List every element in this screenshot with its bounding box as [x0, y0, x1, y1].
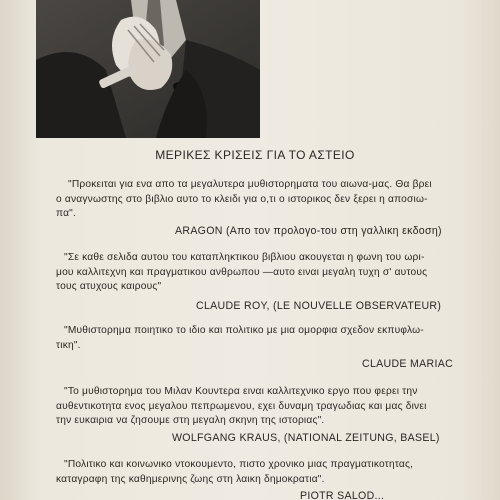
review-attribution: CLAUDE MARIAC: [362, 358, 454, 370]
quote-line: "Το μυθιστορημα του Μιλαν Κουντερα ειναι καλλιτεχνικο εργο που φερει την: [64, 386, 418, 397]
section-heading: ΜΕΡΙΚΕΣ ΚΡΙΣΕΙΣ ΓΙΑ ΤΟ ΑΣΤΕΙΟ: [155, 148, 355, 162]
quote-line: ο αναγνωστης στο βιβλιο αυτο το κλειδι για ο,τι ο ιστορικος δεν ξερει η αποσιω-: [56, 193, 428, 205]
quote-line: "Πολιτικο και κοινωνικο ντοκουμεντο, πιστο χρονικο μιας πραγματικοτητας,: [64, 459, 414, 470]
author-photo: [36, 0, 260, 138]
quote-line: αυθεντικοτητα ενος μεγαλου πεπρωμενου, εχει δυναμη τραγωδιας και μας δινει: [56, 400, 427, 412]
review-attribution: PIOTR SALOD...: [300, 490, 385, 500]
quote-line: "Προκειται για ενα απο τα μεγαλυτερα μυθιστορηματα του αιωνα-μας. Θα βρει: [68, 179, 432, 190]
quote-line: "Σε καθε σελιδα αυτου του καταπληκτικου βιβλιου ακουγεται η φωνη του ωρι-: [64, 252, 425, 263]
review-quote: [56, 178, 432, 222]
review-attribution: ARAGON (Απο τον προλογο-του στη γαλλικη εκδοση): [175, 225, 442, 237]
quote-line: καταγραφη της καθημερινης ζωης στη λαικη δημοκρατια".: [56, 473, 325, 485]
review-quote: [56, 251, 427, 295]
quote-line: πα".: [56, 208, 77, 219]
quote-line: μου καλλιτεχνη και πραγματικου ανθρωπου —αυτο ειναι μεγαλη τυχη σ' αυτους: [56, 266, 428, 278]
quote-line: τικη".: [56, 339, 81, 351]
author-portrait-image: [36, 0, 260, 138]
review-quote: [56, 324, 424, 353]
review-quote: [56, 458, 413, 487]
quote-line: τους ατυχους καιρους": [56, 281, 162, 292]
review-attribution: CLAUDE ROY, (LE NOUVELLE OBSERVATEUR): [196, 300, 442, 312]
review-quote: [56, 385, 427, 429]
quote-line: "Μυθιστορημα ποιητικο το ιδιο και πολιτικο με μια ομορφια σχεδον εκπυφλω-: [64, 325, 424, 336]
quote-line: την ευκαιρια να ζησουμε στη μεγαλη σκηνη της ιστοριας".: [56, 415, 325, 426]
review-attribution: WOLFGANG KRAUS, (NATIONAL ZEITUNG, BASEL): [172, 432, 440, 444]
